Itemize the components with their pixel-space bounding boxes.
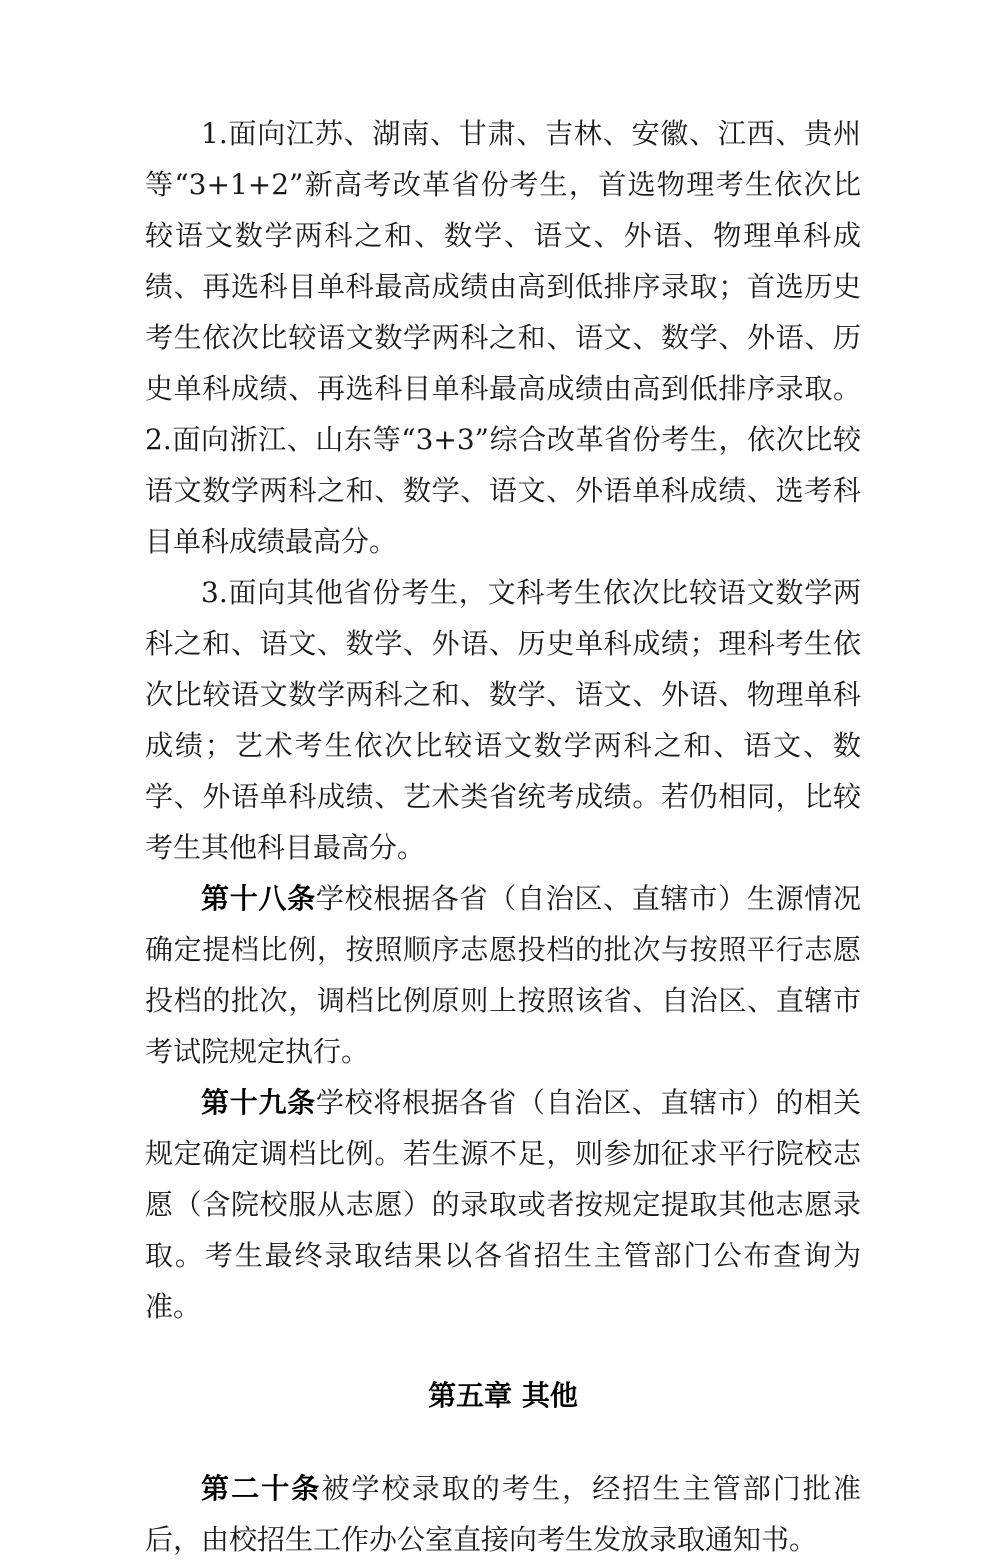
article-eighteen-text: 学校根据各省（自治区、直辖市）生源情况确定提档比例，按照顺序志愿投档的批次与按照平行志愿投档的批次，调档比例原则上按照该省、自治区、直辖市考试院规定执行。	[145, 882, 861, 1068]
chapter-five-heading: 第五章 其他	[428, 1379, 578, 1412]
article-nineteen-paragraph	[145, 1077, 861, 1332]
paragraph-item-3: 3.面向其他省份考生，文科考生依次比较语文数学两科之和、语文、数学、外语、历史单科成绩；理科考生依次比较语文数学两科之和、数学、语文、外语、物理单科成绩；艺术考生依次比较语文数学两科之和、语文、数学、外语单科成绩、艺术类省统考成绩。若仍相同，比较考生其他科目最高分。	[145, 576, 861, 864]
article-nineteen-label: 第十九条	[201, 1086, 316, 1119]
article-twenty-text: 被学校录取的考生，经招生主管部门批准后，由校招生工作办公室直接向考生发放录取通知书。	[145, 1472, 861, 1556]
document-body	[145, 108, 861, 1565]
article-eighteen-label: 第十八条	[201, 882, 316, 915]
paragraph-item-1: 1.面向江苏、湖南、甘肃、吉林、安徽、江西、贵州等“3+1+2”新高考改革省份考生，首选物理考生依次比较语文数学两科之和、数学、语文、外语、物理单科成绩、再选科目单科最高成绩由高到低排序录取；首选历史考生依次比较语文数学两科之和、语文、数学、外语、历史单科成绩、再选科目单科最高成绩由高到低排序录取。2.面向浙江、山东等“3+3”综合改革省份考生，依次比较语文数学两科之和、数学、语文、外语单科成绩、选考科目单科成绩最高分。	[145, 117, 861, 558]
article-eighteen-paragraph	[145, 873, 861, 1077]
article-twenty-paragraph	[145, 1463, 861, 1565]
article-nineteen-text: 学校将根据各省（自治区、直辖市）的相关规定确定调档比例。若生源不足，则参加征求平行院校志愿（含院校服从志愿）的录取或者按规定提取其他志愿录取。考生最终录取结果以各省招生主管部门公布查询为准。	[145, 1086, 861, 1323]
article-twenty-label: 第二十条	[201, 1472, 322, 1505]
